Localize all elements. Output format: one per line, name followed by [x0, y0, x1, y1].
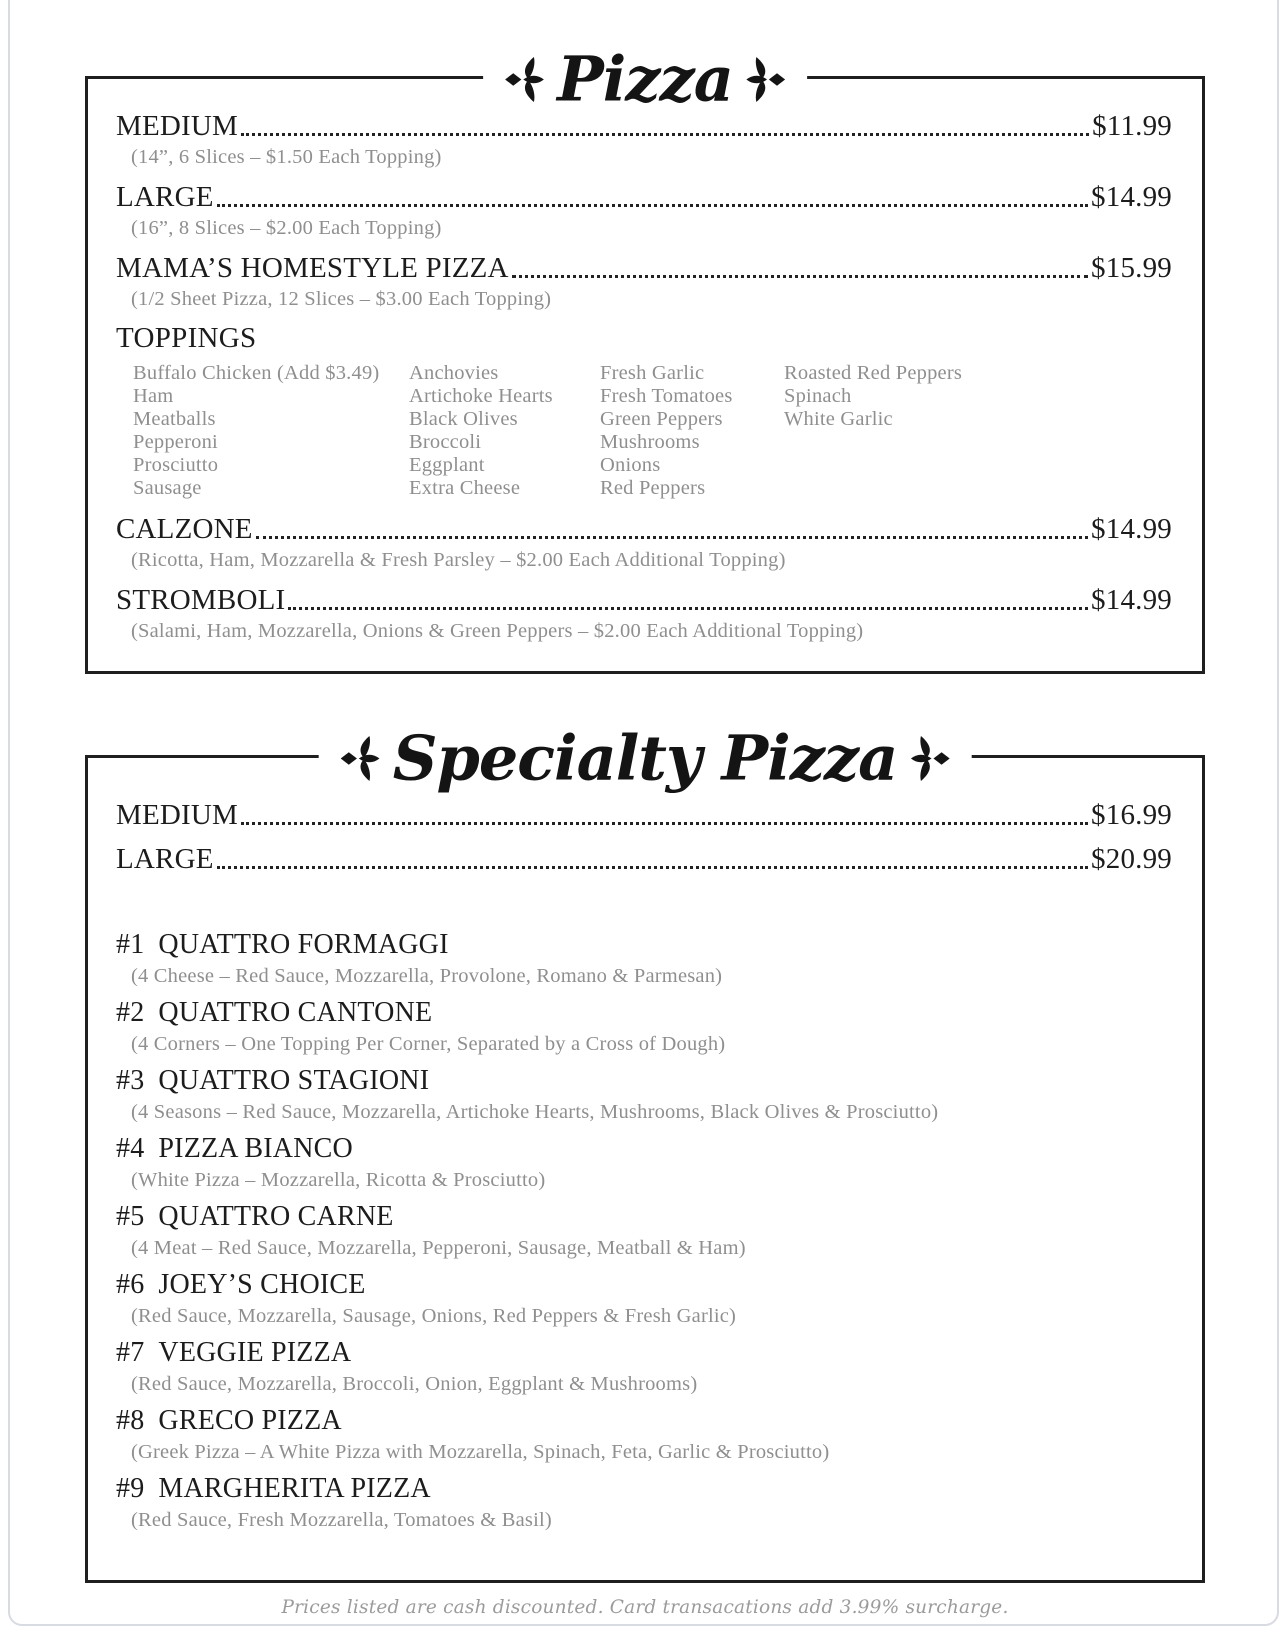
specialty-item-5 — [116, 1200, 1172, 1261]
specialty-description: (Red Sauce, Mozzarella, Broccoli, Onion, Eggplant & Mushrooms) — [131, 1373, 698, 1395]
specialty-description: (Red Sauce, Mozzarella, Sausage, Onions, Red Peppers & Fresh Garlic) — [131, 1305, 737, 1327]
item-name: CALZONE — [116, 513, 253, 545]
item-price: $11.99 — [1092, 110, 1172, 142]
specialty-number: #2 — [116, 997, 145, 1028]
toppings-column-4 — [784, 362, 1172, 500]
item-description: (16”, 8 Slices – $2.00 Each Topping) — [131, 217, 442, 239]
specialty-name: QUATTRO FORMAGGI — [158, 929, 449, 960]
topping-item: Fresh Garlic — [600, 362, 705, 384]
menu-item-specialty-large — [116, 842, 1172, 876]
toppings-column-2 — [409, 362, 600, 500]
topping-item: Green Peppers — [600, 408, 723, 430]
specialty-description: (4 Cheese – Red Sauce, Mozzarella, Provolone, Romano & Parmesan) — [131, 965, 723, 987]
topping-item: Anchovies — [409, 362, 499, 384]
specialty-description: (Greek Pizza – A White Pizza with Mozzarella, Spinach, Feta, Garlic & Prosciutto) — [131, 1441, 830, 1463]
specialty-description: (Red Sauce, Fresh Mozzarella, Tomatoes & Basil) — [131, 1509, 552, 1531]
specialty-name: VEGGIE PIZZA — [158, 1337, 352, 1368]
topping-item: Spinach — [784, 385, 852, 407]
item-price: $16.99 — [1091, 799, 1172, 831]
fleur-ornament-right-icon — [745, 50, 785, 108]
item-description: (14”, 6 Slices – $1.50 Each Topping) — [131, 146, 442, 168]
specialty-number: #7 — [116, 1337, 145, 1368]
specialty-number: #5 — [116, 1201, 145, 1232]
section-title-specialty — [319, 721, 972, 795]
specialty-description: (4 Seasons – Red Sauce, Mozzarella, Artichoke Hearts, Mushrooms, Black Olives & Prosciutto) — [131, 1101, 939, 1123]
topping-item: Buffalo Chicken (Add $3.49) — [133, 362, 380, 384]
specialty-description: (4 Corners – One Topping Per Corner, Separated by a Cross of Dough) — [131, 1033, 726, 1055]
topping-item: Fresh Tomatoes — [600, 385, 733, 407]
item-price: $15.99 — [1091, 252, 1172, 284]
specialty-item-3 — [116, 1064, 1172, 1125]
topping-item: Pepperoni — [133, 431, 218, 453]
specialty-description: (White Pizza – Mozzarella, Ricotta & Prosciutto) — [131, 1169, 546, 1191]
dotted-leader — [288, 607, 1088, 610]
specialty-name: QUATTRO CANTONE — [158, 997, 433, 1028]
topping-item: Prosciutto — [133, 454, 219, 476]
topping-item: Extra Cheese — [409, 477, 521, 499]
topping-item: White Garlic — [784, 408, 893, 430]
item-description: (Ricotta, Ham, Mozzarella & Fresh Parsley – $2.00 Each Additional Topping) — [131, 549, 786, 571]
specialty-item-6 — [116, 1268, 1172, 1329]
specialty-name: QUATTRO STAGIONI — [158, 1065, 430, 1096]
fleur-ornament-right-icon — [909, 729, 949, 787]
menu-item-calzone — [116, 512, 1172, 573]
topping-item: Eggplant — [409, 454, 485, 476]
item-description: (1/2 Sheet Pizza, 12 Slices – $3.00 Each Topping) — [131, 288, 552, 310]
section-title-text: Specialty Pizza — [392, 721, 898, 795]
menu-item-medium — [116, 109, 1172, 170]
menu-item-stromboli — [116, 583, 1172, 644]
toppings-header: TOPPINGS — [116, 322, 257, 354]
item-name: LARGE — [116, 843, 214, 875]
specialty-number: #6 — [116, 1269, 145, 1300]
specialty-number: #3 — [116, 1065, 145, 1096]
specialty-number: #8 — [116, 1405, 145, 1436]
item-name: STROMBOLI — [116, 584, 286, 616]
item-description: (Salami, Ham, Mozzarella, Onions & Green Peppers – $2.00 Each Additional Topping) — [131, 620, 864, 642]
item-price: $20.99 — [1091, 843, 1172, 875]
item-price: $14.99 — [1091, 584, 1172, 616]
item-name: MAMA’S HOMESTYLE PIZZA — [116, 252, 509, 284]
topping-item: Meatballs — [133, 408, 216, 430]
specialty-number: #1 — [116, 929, 145, 960]
section-specialty-pizza — [85, 721, 1205, 1583]
topping-item: Red Peppers — [600, 477, 706, 499]
topping-item: Onions — [600, 454, 661, 476]
menu-content — [85, 0, 1205, 1618]
section-title-pizza — [483, 42, 807, 116]
topping-item: Artichoke Hearts — [409, 385, 553, 407]
item-name: LARGE — [116, 181, 214, 213]
specialty-item-2 — [116, 996, 1172, 1057]
specialty-name: QUATTRO CARNE — [158, 1201, 394, 1232]
toppings-column-1 — [133, 362, 409, 500]
topping-item: Ham — [133, 385, 174, 407]
specialty-item-8 — [116, 1404, 1172, 1465]
specialty-name: PIZZA BIANCO — [158, 1133, 353, 1164]
topping-item: Roasted Red Peppers — [784, 362, 963, 384]
specialty-name: GRECO PIZZA — [158, 1405, 342, 1436]
topping-item: Mushrooms — [600, 431, 700, 453]
specialty-item-1 — [116, 928, 1172, 989]
section-pizza — [85, 42, 1205, 674]
dotted-leader — [256, 536, 1088, 539]
dotted-leader — [217, 204, 1088, 207]
section-title-text: Pizza — [557, 42, 733, 116]
dotted-leader — [512, 275, 1088, 278]
specialty-number: #4 — [116, 1133, 145, 1164]
specialty-item-9 — [116, 1472, 1172, 1533]
dotted-leader — [241, 822, 1088, 825]
item-name: MEDIUM — [116, 799, 239, 831]
topping-item: Sausage — [133, 477, 202, 499]
toppings-column-3 — [600, 362, 784, 500]
topping-item: Broccoli — [409, 431, 482, 453]
item-price: $14.99 — [1091, 513, 1172, 545]
specialty-name: MARGHERITA PIZZA — [158, 1473, 431, 1504]
fleur-ornament-left-icon — [341, 729, 381, 787]
specialty-item-7 — [116, 1336, 1172, 1397]
menu-item-homestyle — [116, 251, 1172, 312]
dotted-leader — [241, 133, 1089, 136]
toppings-grid — [133, 362, 1172, 500]
fleur-ornament-left-icon — [505, 50, 545, 108]
dotted-leader — [217, 866, 1088, 869]
spacer — [116, 886, 1172, 928]
specialty-name: JOEY’S CHOICE — [158, 1269, 366, 1300]
footer-note: Prices listed are cash discounted. Card transacations add 3.99% surcharge. — [281, 1597, 1009, 1618]
item-price: $14.99 — [1091, 181, 1172, 213]
item-name: MEDIUM — [116, 110, 239, 142]
specialty-number: #9 — [116, 1473, 145, 1504]
specialty-item-4 — [116, 1132, 1172, 1193]
specialty-description: (4 Meat – Red Sauce, Mozzarella, Pepperoni, Sausage, Meatball & Ham) — [131, 1237, 746, 1259]
menu-item-large — [116, 180, 1172, 241]
menu-item-specialty-medium — [116, 798, 1172, 832]
topping-item: Black Olives — [409, 408, 518, 430]
